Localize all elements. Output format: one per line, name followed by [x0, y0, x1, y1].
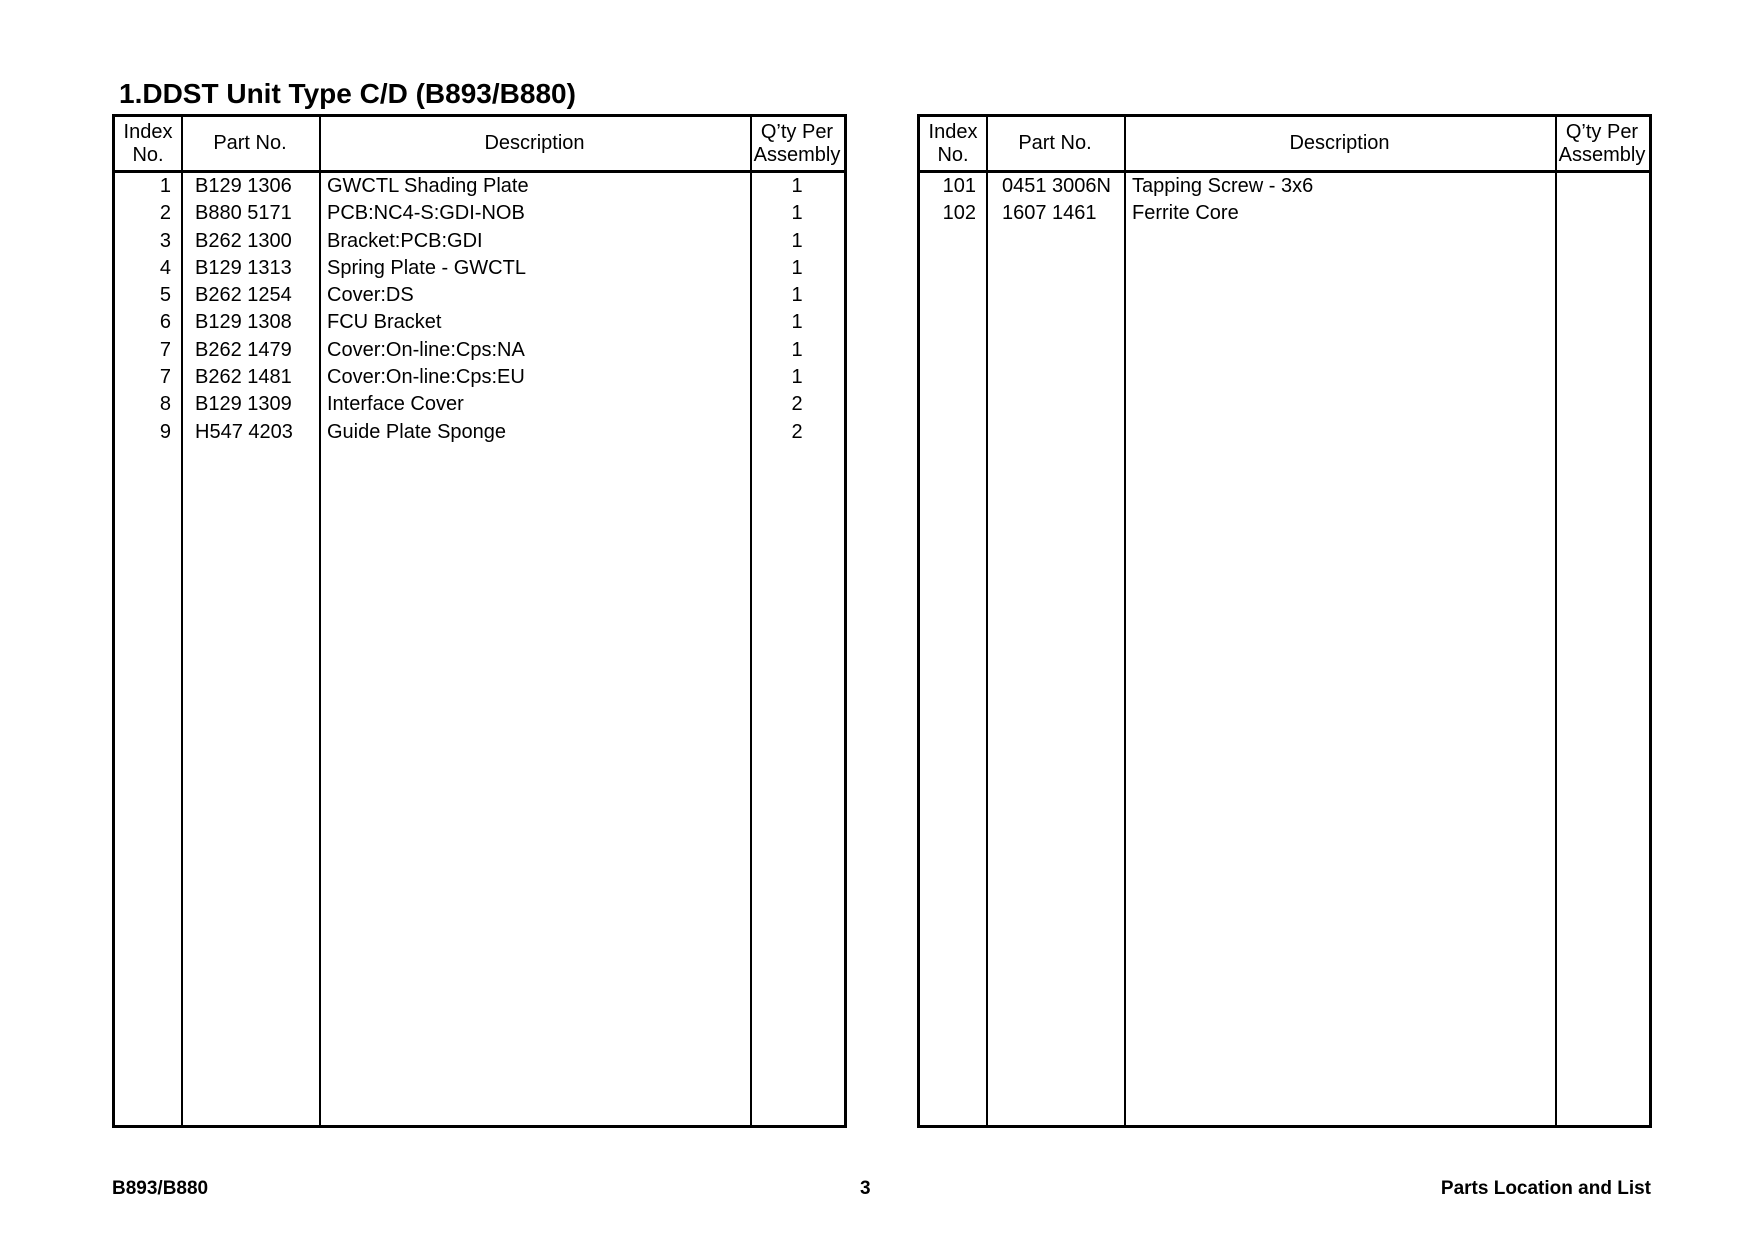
part-no-cell: B129 1308 [195, 311, 292, 334]
description-cell: Bracket:PCB:GDI [327, 229, 483, 252]
description-cell: Spring Plate - GWCTL [327, 256, 526, 279]
qty-cell: 2 [791, 420, 803, 443]
qty-cell: 1 [791, 338, 803, 361]
footer-section: Parts Location and List [1440, 1178, 1651, 1199]
table-body [920, 173, 1649, 228]
index-cell: 3 [159, 229, 171, 252]
part-no-cell: B129 1309 [195, 393, 292, 416]
qty-cell: 1 [791, 311, 803, 334]
footer-page-number: 3 [860, 1178, 871, 1199]
index-cell: 5 [159, 284, 171, 307]
part-no-cell: B262 1300 [195, 229, 292, 252]
index-cell: 102 [942, 202, 976, 225]
part-no-cell: B262 1254 [195, 284, 292, 307]
part-no-cell: H547 4203 [195, 420, 293, 443]
header-qty-per-assembly: Q’ty Per Assembly [753, 120, 841, 166]
header-part-no: Part No. [1018, 132, 1092, 154]
description-cell: Interface Cover [327, 393, 464, 416]
table-body [115, 173, 844, 446]
column-divider [1555, 117, 1557, 1125]
table-row [115, 255, 844, 282]
header-index-no: Index No. [123, 120, 173, 166]
index-cell: 8 [159, 393, 171, 416]
description-cell: FCU Bracket [327, 311, 442, 334]
description-cell: GWCTL Shading Plate [327, 175, 529, 197]
table-row [115, 419, 844, 446]
description-cell: Cover:On-line:Cps:EU [327, 366, 525, 389]
qty-cell: 1 [791, 284, 803, 307]
index-cell: 101 [942, 175, 976, 197]
part-no-cell: B262 1481 [195, 366, 292, 389]
index-cell: 7 [159, 366, 171, 389]
header-index-no: Index No. [928, 120, 978, 166]
table-row [920, 173, 1649, 200]
table-row [115, 337, 844, 364]
index-cell: 6 [159, 311, 171, 334]
footer-model: B893/B880 [112, 1178, 209, 1199]
table-row [115, 228, 844, 255]
qty-cell: 2 [791, 393, 803, 416]
table-row [115, 309, 844, 336]
part-no-cell: B880 5171 [195, 202, 292, 225]
qty-cell: 1 [791, 229, 803, 252]
description-cell: Tapping Screw - 3x6 [1132, 175, 1314, 197]
index-cell: 7 [159, 338, 171, 361]
qty-cell: 1 [791, 366, 803, 389]
description-cell: PCB:NC4-S:GDI-NOB [327, 202, 525, 225]
table-header [920, 117, 1649, 173]
description-cell: Ferrite Core [1132, 202, 1239, 225]
page-title: 1.DDST Unit Type C/D (B893/B880) [119, 78, 576, 109]
header-description: Description [1289, 132, 1390, 154]
index-cell: 1 [159, 175, 171, 197]
part-no-cell: 1607 1461 [1002, 202, 1097, 225]
part-no-cell: 0451 3006N [1002, 175, 1111, 197]
description-cell: Cover:DS [327, 284, 414, 307]
column-divider [1124, 117, 1126, 1125]
table-row [115, 391, 844, 418]
header-description: Description [484, 132, 585, 154]
table-row [115, 173, 844, 200]
description-cell: Cover:On-line:Cps:NA [327, 338, 525, 361]
table-row [115, 200, 844, 227]
table-header [115, 117, 844, 173]
column-divider [986, 117, 988, 1125]
table-row [115, 364, 844, 391]
part-no-cell: B129 1313 [195, 256, 292, 279]
index-cell: 4 [159, 256, 171, 279]
header-part-no: Part No. [213, 132, 287, 154]
index-cell: 9 [159, 420, 171, 443]
qty-cell: 1 [791, 175, 803, 197]
parts-table-right [917, 114, 1652, 1128]
qty-cell: 1 [791, 256, 803, 279]
part-no-cell: B262 1479 [195, 338, 292, 361]
qty-cell: 1 [791, 202, 803, 225]
parts-table-left [112, 114, 847, 1128]
description-cell: Guide Plate Sponge [327, 420, 507, 443]
table-row [115, 282, 844, 309]
part-no-cell: B129 1306 [195, 175, 292, 197]
table-row [920, 200, 1649, 227]
header-qty-per-assembly: Q’ty Per Assembly [1558, 120, 1646, 166]
index-cell: 2 [159, 202, 171, 225]
